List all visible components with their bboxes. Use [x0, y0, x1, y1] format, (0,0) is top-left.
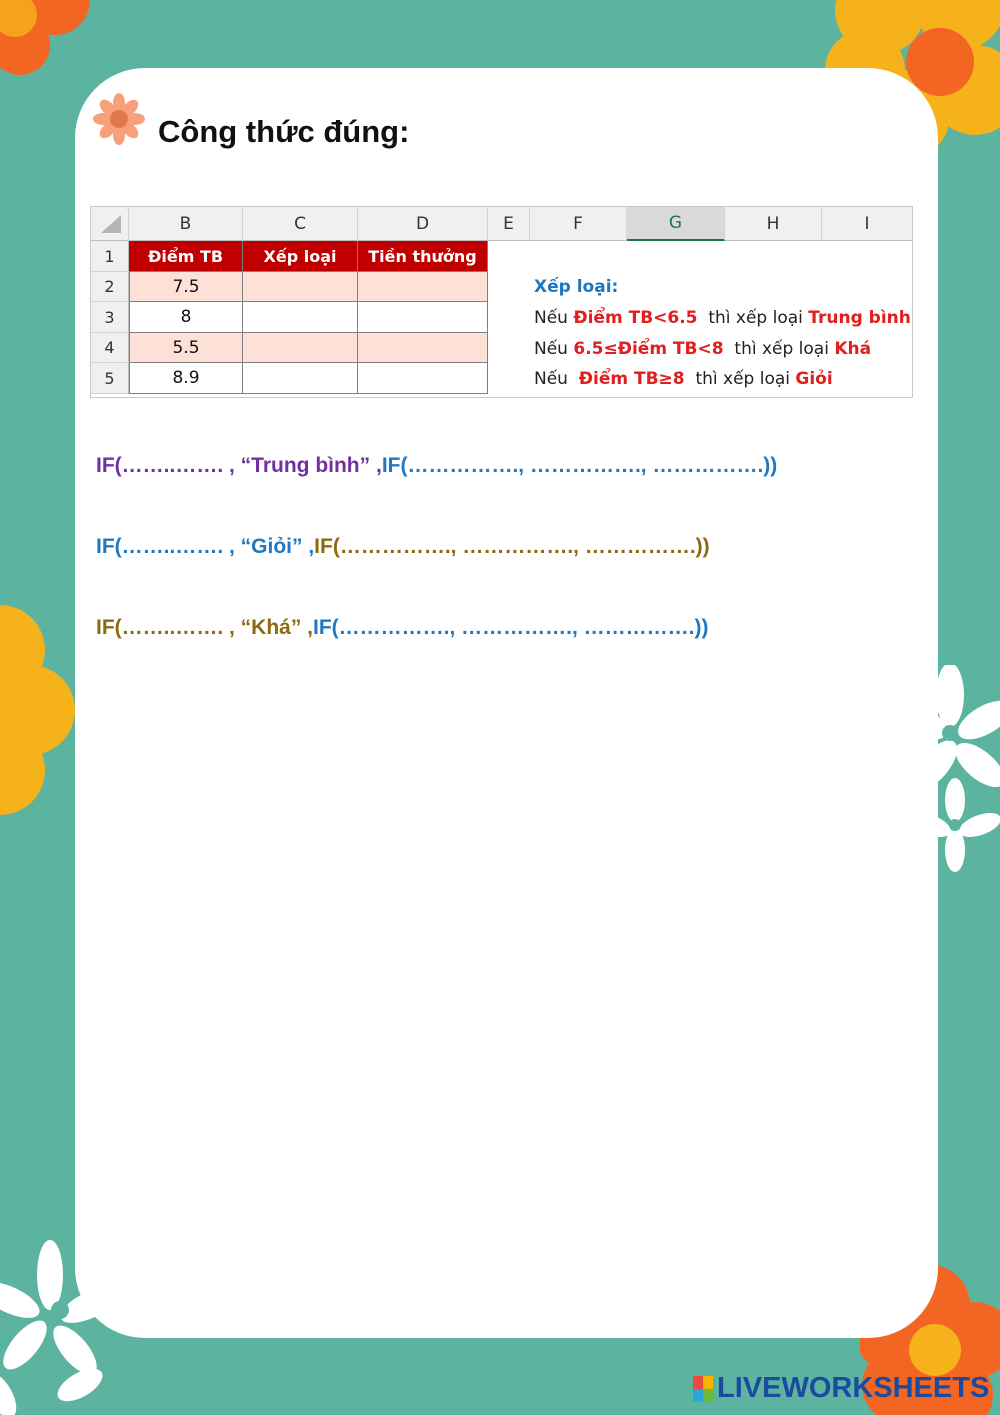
rule-condition: Điểm TB<6.5 [573, 308, 698, 328]
col-header: H [725, 207, 822, 241]
rule-prefix: Nếu [534, 339, 574, 359]
rules-heading: Xếp loại: [534, 277, 619, 297]
col-header-selected: G [627, 207, 725, 241]
row-header: 5 [91, 363, 129, 394]
rule-middle: thì xếp loại [697, 308, 809, 328]
score-cell: 7.5 [129, 272, 243, 302]
table-header-cell: Điểm TB [129, 241, 243, 272]
rule-result: Trung bình [808, 308, 911, 328]
liveworksheets-logo[interactable] [693, 1372, 989, 1405]
rank-cell [243, 302, 358, 333]
rule-prefix: Nếu [534, 369, 579, 389]
formula-inner: IF(……………., ……………., …………….)) [381, 454, 778, 477]
bonus-cell [358, 302, 488, 333]
orange-flower-icon [0, 0, 100, 80]
select-all-corner [91, 207, 129, 241]
rule-result: Khá [834, 339, 872, 359]
col-header: D [358, 207, 488, 241]
rank-cell [243, 333, 358, 363]
logo-text: LIVEWORKSHEETS [717, 1372, 990, 1404]
spreadsheet [90, 206, 913, 398]
corner-triangle-icon [97, 213, 123, 235]
formula-line-1 [96, 454, 777, 478]
bonus-cell [358, 363, 488, 394]
rank-cell [243, 272, 358, 302]
rank-cell [243, 363, 358, 394]
col-header: C [243, 207, 358, 241]
score-cell: 8 [129, 302, 243, 333]
col-header: E [488, 207, 530, 241]
row-header: 4 [91, 333, 129, 363]
col-header: B [129, 207, 243, 241]
formula-inner: IF(……………., ……………., …………….)) [314, 535, 710, 558]
yellow-flower-icon [0, 600, 80, 820]
rule-result: Giỏi [795, 369, 833, 389]
bonus-cell [358, 333, 488, 363]
rule-condition: Điểm TB≥8 [578, 369, 685, 389]
small-orange-flower-icon [93, 93, 145, 145]
formula-inner: IF(……………., ……………., …………….)) [313, 616, 709, 639]
score-cell: 8.9 [129, 363, 243, 394]
formula-outer: IF(……..……. , “Trung bình” , [96, 454, 382, 477]
rule-line [534, 339, 871, 359]
table-header-cell: Xếp loại [243, 241, 358, 272]
rule-line [534, 308, 911, 328]
formula-outer: IF(……..……. , “Giỏi” , [96, 535, 315, 558]
liveworksheets-logo-icon [693, 1376, 713, 1402]
score-cell: 5.5 [129, 333, 243, 363]
rule-line [534, 369, 833, 389]
formula-outer: IF(……..……. , “Khá” , [96, 616, 314, 639]
row-header: 2 [91, 272, 129, 302]
table-header-cell: Tiền thưởng [358, 241, 488, 272]
row-header: 1 [91, 241, 129, 272]
row-header: 3 [91, 302, 129, 333]
formula-line-2 [96, 535, 710, 559]
rule-condition: 6.5≤Điểm TB<8 [573, 339, 724, 359]
col-header: I [822, 207, 912, 241]
formula-line-3 [96, 616, 709, 640]
page-title: Công thức đúng: [158, 114, 410, 149]
col-header: F [530, 207, 627, 241]
bonus-cell [358, 272, 488, 302]
rule-middle: thì xếp loại [723, 339, 835, 359]
rule-prefix: Nếu [534, 308, 574, 328]
rule-middle: thì xếp loại [684, 369, 796, 389]
